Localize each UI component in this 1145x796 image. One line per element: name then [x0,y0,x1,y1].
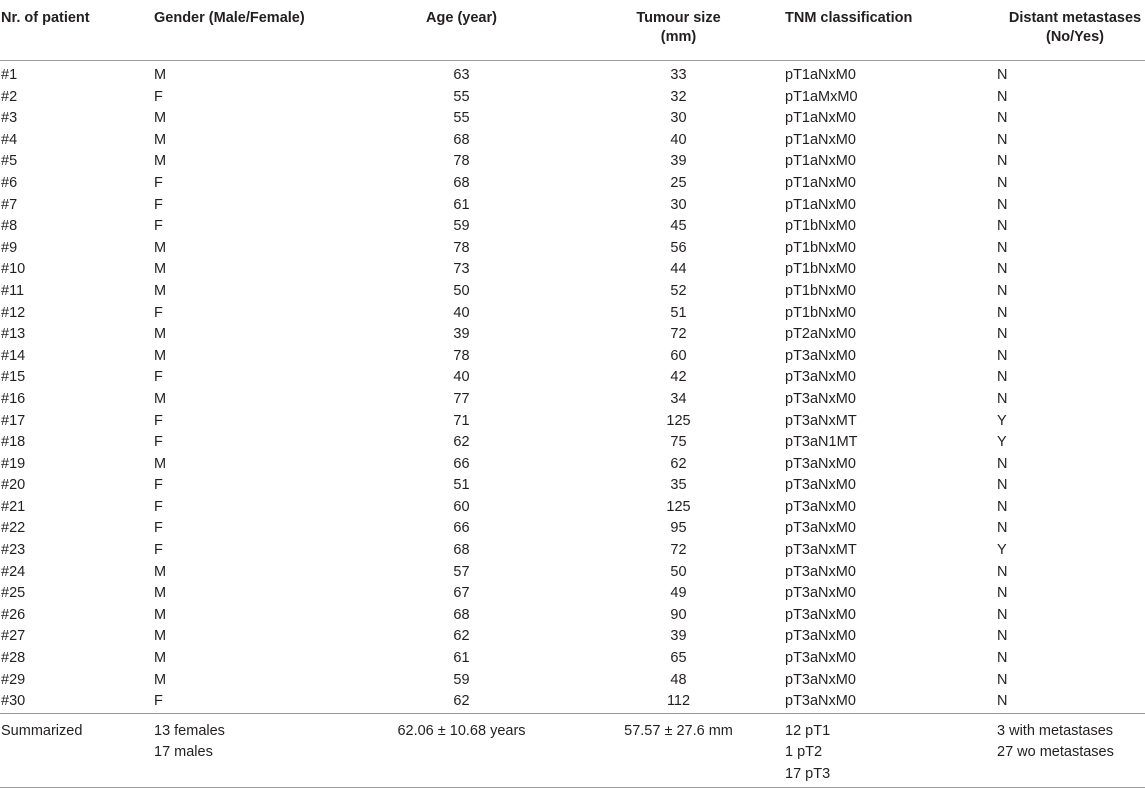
cell-metastases: N [997,628,1008,645]
cell-tnm: pT3aNxM0 [785,628,856,645]
cell-gender: M [154,585,167,602]
cell-tumour-size: 112 [666,693,691,710]
cell-patient-nr: #11 [1,282,25,299]
cell-gender: M [154,563,167,580]
header-tnm: TNM classification [784,0,984,61]
summary-label: Summarized [0,713,153,787]
cell-patient-nr: #16 [1,390,26,407]
table-row [0,540,1145,562]
table-row [0,562,1145,584]
cell-metastases: N [997,131,1008,148]
summary-age: 62.06 ± 10.68 years [350,713,572,787]
cell-gender: F [154,693,163,710]
cell-metastases: N [997,110,1008,127]
header-patient-nr: Nr. of patient [0,0,153,61]
cell-metastases: N [997,153,1008,170]
summary-tnm-pt1: 12 pT1 [785,722,831,739]
cell-gender: F [154,498,163,515]
table-row [0,691,1145,713]
cell-gender: M [154,326,167,343]
cell-tumour-size: 40 [670,131,687,148]
cell-patient-nr: #13 [1,326,26,343]
cell-patient-nr: #24 [1,563,26,580]
header-age: Age (year) [350,0,572,61]
cell-patient-nr: #7 [1,196,18,213]
cell-gender: M [154,239,167,256]
cell-age: 78 [453,153,470,170]
cell-metastases: N [997,671,1008,688]
cell-tnm: pT1aNxM0 [785,174,856,191]
table-row [0,303,1145,325]
cell-tumour-size: 72 [670,326,687,343]
cell-tumour-size: 44 [670,261,687,278]
cell-tumour-size: 62 [670,455,687,472]
cell-metastases: Y [997,542,1007,559]
cell-metastases: N [997,477,1008,494]
cell-tumour-size: 48 [670,671,687,688]
cell-patient-nr: #25 [1,585,26,602]
summary-metastases-with: 3 with metastases [997,722,1114,739]
cell-age: 67 [453,585,470,602]
cell-gender: F [154,369,163,386]
cell-gender: F [154,542,163,559]
cell-tumour-size: 25 [670,174,687,191]
cell-metastases: N [997,498,1008,515]
cell-metastases: N [997,282,1008,299]
header-row [0,0,1145,61]
table-row [0,497,1145,519]
cell-gender: F [154,412,163,429]
cell-gender: M [154,671,167,688]
cell-patient-nr: #8 [1,218,18,235]
cell-age: 66 [453,455,470,472]
cell-age: 57 [453,563,470,580]
cell-patient-nr: #18 [1,434,26,451]
cell-age: 61 [453,650,470,667]
cell-age: 78 [453,239,470,256]
cell-gender: M [154,261,167,278]
cell-age: 50 [453,282,470,299]
cell-tnm: pT3aNxM0 [785,585,856,602]
table-row [0,259,1145,281]
cell-gender: F [154,196,163,213]
cell-age: 51 [453,477,470,494]
cell-metastases: N [997,239,1008,256]
table-row [0,216,1145,238]
cell-tnm: pT3aNxM0 [785,390,856,407]
table-row [0,173,1145,195]
cell-age: 40 [453,304,470,321]
table-row [0,518,1145,540]
table-row [0,367,1145,389]
table-row [0,411,1145,433]
cell-patient-nr: #6 [1,174,18,191]
cell-patient-nr: #2 [1,88,18,105]
cell-tnm: pT3aN1MT [785,434,858,451]
cell-tnm: pT3aNxMT [785,412,857,429]
cell-tumour-size: 33 [670,67,687,83]
cell-gender: M [154,628,167,645]
cell-tumour-size: 49 [670,585,687,602]
table-row [0,346,1145,368]
summary-tnm [784,713,984,787]
cell-tnm: pT1bNxM0 [785,304,856,321]
header-metastases [984,0,1145,61]
cell-gender: M [154,153,167,170]
cell-gender: F [154,88,163,105]
cell-age: 71 [453,412,470,429]
cell-gender: F [154,434,163,451]
cell-patient-nr: #26 [1,606,26,623]
cell-age: 73 [453,261,470,278]
cell-tnm: pT1bNxM0 [785,261,856,278]
cell-tnm: pT3aNxM0 [785,520,856,537]
cell-gender: M [154,390,167,407]
cell-gender: M [154,455,167,472]
cell-age: 62 [453,693,470,710]
cell-tnm: pT3aNxM0 [785,671,856,688]
cell-age: 61 [453,196,470,213]
header-tumour-size-label: Tumour size (mm) [636,10,721,45]
cell-tumour-size: 52 [670,282,687,299]
table-row [0,324,1145,346]
table-row [0,475,1145,497]
cell-gender: F [154,477,163,494]
summary-gender-males: 17 males [154,744,213,761]
cell-tnm: pT3aNxM0 [785,693,856,710]
cell-tumour-size: 51 [670,304,687,321]
cell-tumour-size: 65 [670,650,687,667]
cell-metastases: N [997,585,1008,602]
cell-age: 66 [453,520,470,537]
summary-metastases [984,713,1145,787]
cell-patient-nr: #21 [1,498,26,515]
header-gender: Gender (Male/Female) [153,0,350,61]
cell-patient-nr: #9 [1,239,18,256]
cell-tnm: pT1bNxM0 [785,218,856,235]
cell-patient-nr: #23 [1,542,26,559]
table-row [0,432,1145,454]
table-row [0,108,1145,130]
cell-metastases: N [997,88,1008,105]
cell-gender: M [154,110,167,127]
summary-gender [153,713,350,787]
cell-tnm: pT1aNxM0 [785,196,856,213]
table-row [0,454,1145,476]
cell-age: 63 [453,67,470,83]
cell-age: 78 [453,347,470,364]
summary-gender-females: 13 females [154,722,225,739]
cell-metastases: N [997,390,1008,407]
cell-patient-nr: #27 [1,628,26,645]
cell-tnm: pT1aMxM0 [785,88,858,105]
cell-tnm: pT3aNxM0 [785,455,856,472]
cell-tumour-size: 56 [670,239,687,256]
table-row [0,238,1145,260]
cell-gender: M [154,282,167,299]
cell-gender: M [154,650,167,667]
cell-patient-nr: #22 [1,520,26,537]
cell-patient-nr: #28 [1,650,26,667]
cell-metastases: N [997,650,1008,667]
cell-tumour-size: 95 [670,520,687,537]
cell-tumour-size: 60 [670,347,687,364]
cell-age: 39 [453,326,470,343]
cell-tumour-size: 34 [670,390,687,407]
table-row [0,626,1145,648]
cell-gender: F [154,218,163,235]
table-row [0,195,1145,217]
cell-gender: M [154,131,167,148]
cell-age: 40 [453,369,470,386]
cell-gender: M [154,347,167,364]
cell-gender: F [154,304,163,321]
cell-metastases: Y [997,412,1007,429]
table-row [0,648,1145,670]
cell-patient-nr: #3 [1,110,18,127]
cell-tnm: pT3aNxM0 [785,498,856,515]
cell-patient-nr: #15 [1,369,26,386]
cell-metastases: N [997,196,1008,213]
header-tumour-size [572,0,784,61]
cell-age: 62 [453,434,470,451]
summary-metastases-without: 27 wo metastases [997,744,1114,761]
cell-gender: F [154,520,163,537]
cell-tnm: pT3aNxM0 [785,347,856,364]
cell-patient-nr: #4 [1,131,18,148]
cell-patient-nr: #30 [1,693,26,710]
table-row [0,87,1145,109]
cell-age: 62 [453,628,470,645]
cell-age: 59 [453,671,470,688]
cell-age: 68 [453,131,470,148]
cell-metastases: N [997,369,1008,386]
cell-metastases: N [997,218,1008,235]
cell-metastases: N [997,347,1008,364]
table-body [0,61,1145,788]
cell-tnm: pT3aNxM0 [785,606,856,623]
cell-metastases: N [997,304,1008,321]
cell-tumour-size: 75 [670,434,687,451]
cell-patient-nr: #12 [1,304,26,321]
cell-metastases: N [997,520,1008,537]
cell-patient-nr: #19 [1,455,26,472]
cell-tumour-size: 39 [670,153,687,170]
cell-age: 77 [453,390,470,407]
cell-tumour-size: 90 [670,606,687,623]
cell-age: 68 [453,174,470,191]
summary-tumour-size: 57.57 ± 27.6 mm [572,713,784,787]
cell-metastases: N [997,563,1008,580]
cell-tnm: pT1bNxM0 [785,239,856,256]
cell-patient-nr: #5 [1,153,18,170]
cell-age: 55 [453,110,470,127]
cell-gender: F [154,174,163,191]
cell-tumour-size: 50 [670,563,687,580]
cell-age: 68 [453,542,470,559]
cell-metastases: N [997,261,1008,278]
cell-tnm: pT3aNxM0 [785,369,856,386]
table-row [0,151,1145,173]
cell-tnm: pT1aNxM0 [785,110,856,127]
cell-patient-nr: #20 [1,477,26,494]
cell-tnm: pT2aNxM0 [785,326,856,343]
cell-tnm: pT1aNxM0 [785,131,856,148]
cell-gender: M [154,67,167,83]
cell-patient-nr: #14 [1,347,26,364]
cell-tumour-size: 72 [670,542,687,559]
header-metastases-label: Distant metastases (No/Yes) [1008,10,1142,45]
table-row [0,605,1145,627]
cell-tumour-size: 125 [666,498,691,515]
table-row [0,130,1145,152]
cell-tnm: pT1aNxM0 [785,153,856,170]
cell-patient-nr: #29 [1,671,26,688]
cell-age: 55 [453,88,470,105]
cell-tumour-size: 35 [670,477,687,494]
table-row [0,389,1145,411]
cell-tnm: pT3aNxM0 [785,563,856,580]
cell-metastases: N [997,326,1008,343]
cell-tnm: pT1bNxM0 [785,282,856,299]
cell-tumour-size: 30 [670,196,687,213]
cell-tumour-size: 45 [670,218,687,235]
cell-metastases: N [997,455,1008,472]
cell-tumour-size: 42 [670,369,687,386]
cell-gender: M [154,606,167,623]
cell-metastases: N [997,174,1008,191]
cell-tumour-size: 125 [666,412,691,429]
cell-metastases: N [997,693,1008,710]
cell-tnm: pT3aNxM0 [785,650,856,667]
cell-age: 68 [453,606,470,623]
cell-metastases: N [997,67,1008,83]
cell-age: 59 [453,218,470,235]
summary-tnm-pt3: 17 pT3 [785,766,831,782]
cell-patient-nr: #17 [1,412,26,429]
cell-age: 60 [453,498,470,515]
table-row [0,281,1145,303]
cell-patient-nr: #10 [1,261,26,278]
summary-row [0,713,1145,787]
table-row [0,61,1145,87]
cell-patient-nr: #1 [1,67,18,83]
cell-metastases: N [997,606,1008,623]
table-row [0,670,1145,692]
cell-metastases: Y [997,434,1007,451]
cell-tnm: pT3aNxMT [785,542,857,559]
table-row [0,583,1145,605]
cell-tumour-size: 32 [670,88,687,105]
cell-tumour-size: 30 [670,110,687,127]
summary-tnm-pt2: 1 pT2 [785,744,823,761]
cell-tnm: pT3aNxM0 [785,477,856,494]
cell-tnm: pT1aNxM0 [785,67,856,83]
cell-tumour-size: 39 [670,628,687,645]
